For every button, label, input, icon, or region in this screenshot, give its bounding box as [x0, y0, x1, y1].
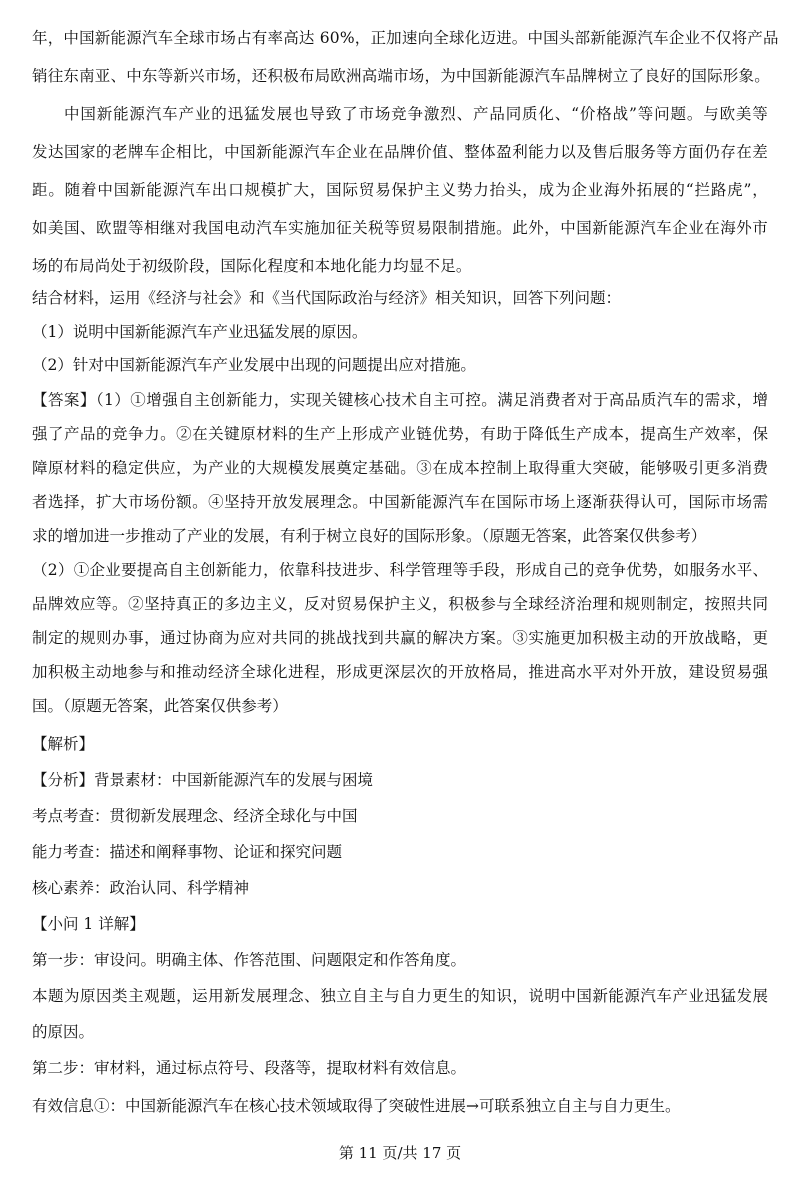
analysis-line: 能力考查：描述和阐释事物、论证和探究问题: [32, 843, 343, 861]
paragraph-line: 场的布局尚处于初级阶段，国际化程度和本地化能力均显不足。: [32, 257, 472, 275]
paragraph-line: 发达国家的老牌车企相比，中国新能源汽车企业在品牌价值、整体盈利能力以及售后服务等方面仍存在差: [32, 143, 768, 161]
answer-line: 者选择，扩大市场份额。④坚持开放发展理念。中国新能源汽车在国际市场上逐渐获得认可，国际市场需: [32, 493, 768, 511]
paragraph-line: 年，中国新能源汽车全球市场占有率高达 60%，正加速向全球化迈进。中国头部新能源汽车企业不仅将产品: [32, 29, 779, 47]
analysis-line: 第二步：审材料，通过标点符号、段落等，提取材料有效信息。: [32, 1059, 467, 1077]
answer-line: 强了产品的竞争力。②在关键原材料的生产上形成产业链优势，有助于降低生产成本，提高生产效率，保: [32, 425, 768, 443]
answer-line: 国。（原题无答案，此答案仅供参考）: [32, 697, 288, 715]
analysis-line: 考点考查：贯彻新发展理念、经济全球化与中国: [32, 807, 358, 825]
analysis-line: 【分析】背景素材：中国新能源汽车的发展与困境: [32, 771, 374, 789]
page-number-footer: 第 11 页/共 17 页: [338, 1144, 462, 1162]
analysis-line: 的原因。: [32, 1023, 95, 1041]
analysis-heading: 【解析】: [32, 735, 95, 753]
question-item-1: （1）说明中国新能源汽车产业迅猛发展的原因。: [32, 323, 368, 341]
subquestion-heading: 【小问 1 详解】: [32, 915, 145, 933]
paragraph-line: 销往东南亚、中东等新兴市场，还积极布局欧洲高端市场，为中国新能源汽车品牌树立了良好的国际形象。: [32, 67, 770, 85]
question-item-2: （2）针对中国新能源汽车产业发展中出现的问题提出应对措施。: [32, 356, 476, 374]
paragraph-line: 距。随着中国新能源汽车出口规模扩大，国际贸易保护主义势力抬头，成为企业海外拓展的“拦路虎”，: [32, 181, 768, 199]
answer-line: 制定的规则办事，通过协商为应对共同的挑战找到共赢的解决方案。③实施更加积极主动的开放战略，更: [32, 629, 768, 647]
analysis-line: 本题为原因类主观题，运用新发展理念、独立自主与自力更生的知识，说明中国新能源汽车产业迅猛发展: [32, 987, 768, 1005]
answer-line: 障原材料的稳定供应，为产业的大规模发展奠定基础。③在成本控制上取得重大突破，能够吸引更多消费: [32, 459, 768, 477]
answer-line: 品牌效应等。②坚持真正的多边主义，反对贸易保护主义，积极参与全球经济治理和规则制定，按照共同: [32, 595, 768, 613]
paragraph-line: 如美国、欧盟等相继对我国电动汽车实施加征关税等贸易限制措施。此外，中国新能源汽车企业在海外市: [32, 219, 768, 237]
analysis-line: 核心素养：政治认同、科学精神: [32, 879, 250, 897]
question-instruction: 结合材料，运用《经济与社会》和《当代国际政治与经济》相关知识，回答下列问题：: [32, 289, 622, 307]
answer-line: 【答案】（1）①增强自主创新能力，实现关键核心技术自主可控。满足消费者对于高品质汽车的需求，增: [32, 391, 768, 409]
answer-line: （2）①企业要提高自主创新能力，依靠科技进步、科学管理等手段，形成自己的竞争优势，如服务水平、: [32, 561, 768, 579]
analysis-line: 第一步：审设问。明确主体、作答范围、问题限定和作答角度。: [32, 951, 467, 969]
answer-line: 加积极主动地参与和推动经济全球化进程，形成更深层次的开放格局，推进高水平对外开放，建设贸易强: [32, 663, 768, 681]
answer-line: 求的增加进一步推动了产业的发展，有利于树立良好的国际形象。（原题无答案，此答案仅供参考）: [32, 527, 707, 545]
analysis-line: 有效信息①：中国新能源汽车在核心技术领域取得了突破性进展→可联系独立自主与自力更生。: [32, 1097, 681, 1115]
paragraph-line: 中国新能源汽车产业的迅猛发展也导致了市场竞争激烈、产品同质化、“价格战”等问题。与欧美等: [64, 105, 768, 123]
